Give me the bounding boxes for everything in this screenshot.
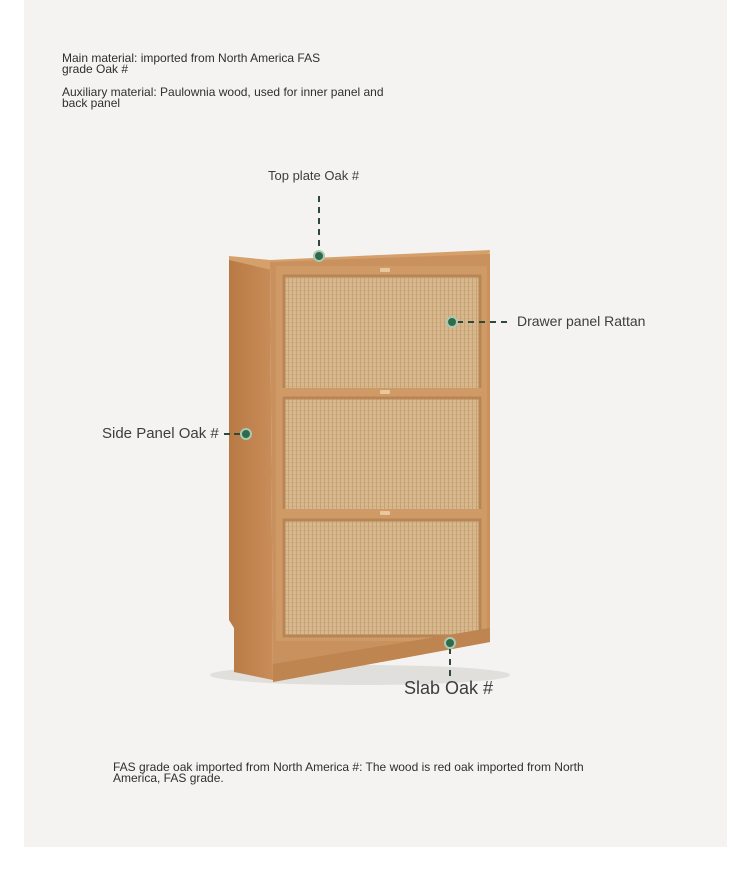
aux-material-line-2: back panel: [62, 96, 121, 110]
top-plate-dot-icon: [314, 251, 324, 261]
slab-dot-icon: [445, 638, 455, 648]
drawer-panel-dot-icon: [447, 317, 457, 327]
side-panel: [229, 258, 273, 680]
main-material-line-2: grade Oak #: [62, 62, 129, 76]
footnote-line-1: FAS grade oak imported from North America #: The wood is red oak imported from North: [113, 760, 584, 774]
slab-label: Slab Oak #: [404, 678, 494, 698]
drawer-panel-label: Drawer panel Rattan: [517, 313, 646, 329]
drawer-2: [276, 388, 487, 520]
drawer-1: [276, 266, 487, 400]
side-panel-dot-icon: [241, 429, 251, 439]
side-panel-label: Side Panel Oak #: [102, 425, 219, 442]
top-plate-label: Top plate Oak #: [268, 168, 360, 183]
footnote: [113, 762, 584, 784]
main-material-line-1: Main material: imported from North America FAS: [62, 51, 321, 65]
footnote-line-2: America, FAS grade.: [113, 771, 224, 785]
drawer-3: [276, 509, 487, 641]
aux-material-line-1: Auxiliary material: Paulownia wood, used for inner panel and: [62, 85, 384, 99]
